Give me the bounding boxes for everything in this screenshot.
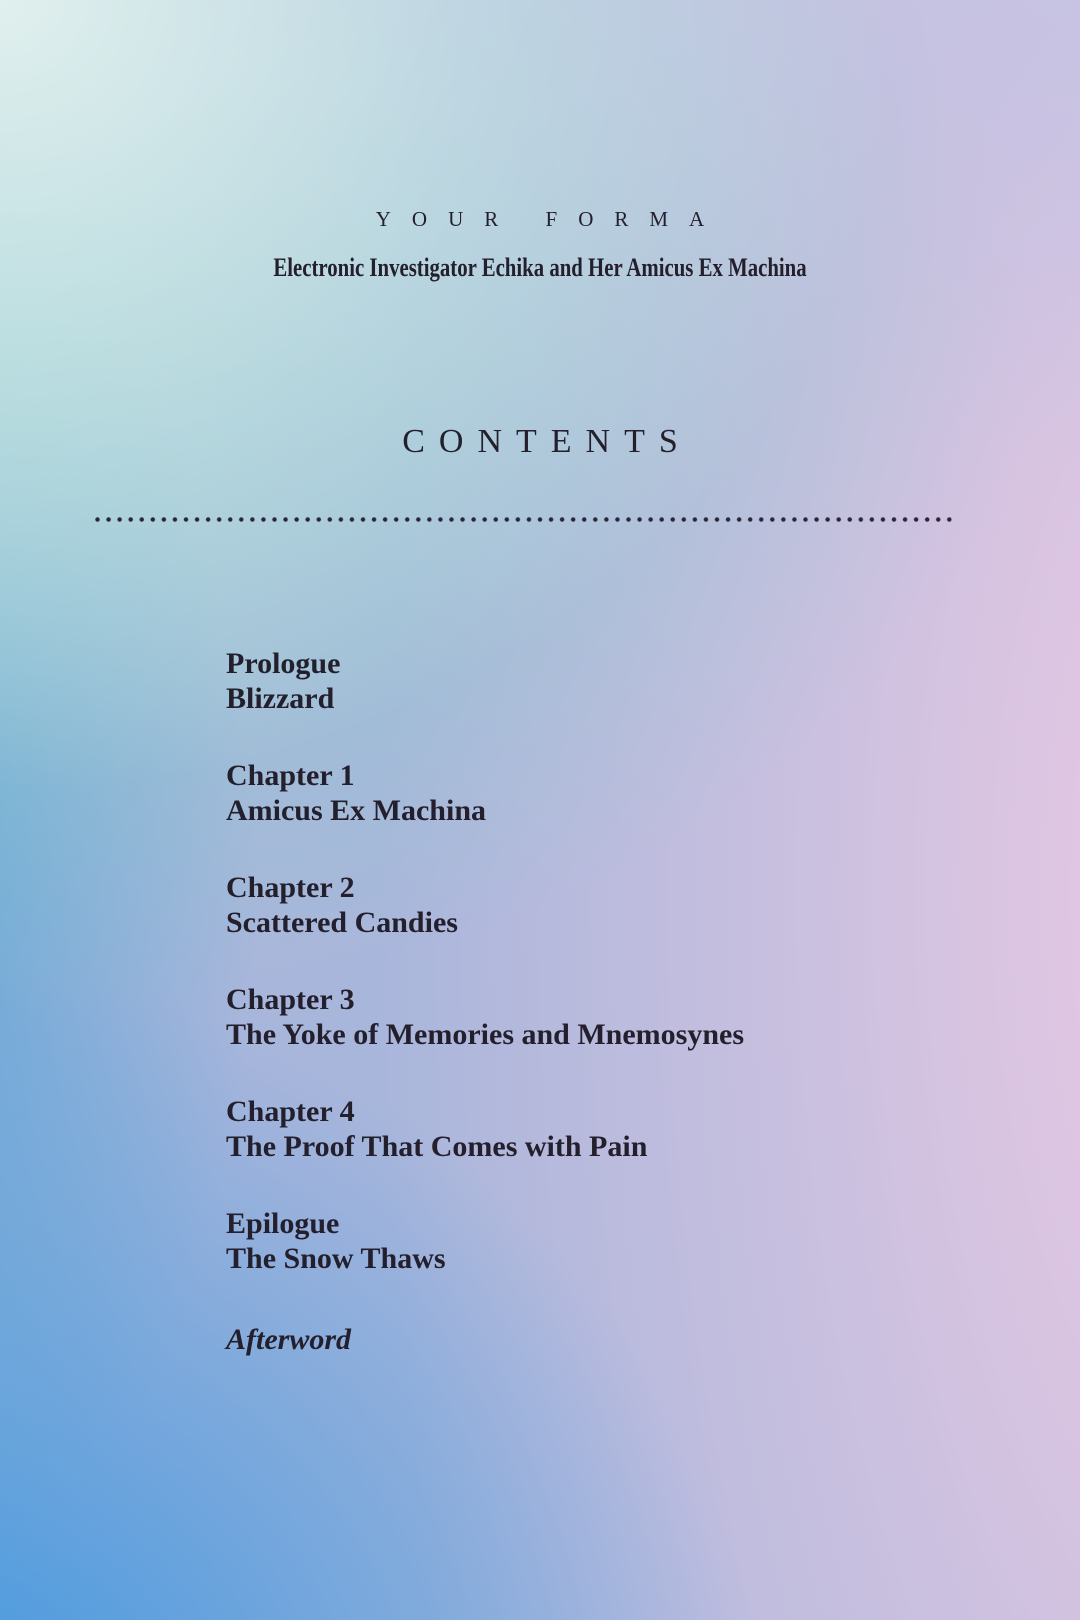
toc-entry-title: Blizzard [226,682,335,715]
toc-entry-label: Chapter 4 [226,1095,355,1128]
toc-entry-chapter-1 [226,758,744,828]
dotted-divider [94,516,955,523]
toc-entry-title: Scattered Candies [226,906,458,939]
book-subtitle: Electronic Investigator Echika and Her Amicus Ex Machina [273,253,807,282]
contents-heading: CONTENTS [402,423,692,460]
toc-entry-chapter-4 [226,1094,744,1164]
table-of-contents [226,646,744,1357]
toc-entry-afterword: Afterword [226,1323,352,1356]
toc-entry-title: The Snow Thaws [226,1242,446,1275]
toc-entry-epilogue [226,1206,744,1276]
toc-entry-prologue [226,646,744,716]
toc-entry-label: Chapter 1 [226,759,355,792]
toc-entry-title: Amicus Ex Machina [226,794,487,827]
toc-entry-label: Prologue [226,647,341,680]
toc-entry-label: Chapter 3 [226,983,355,1016]
toc-entry-label: Epilogue [226,1207,340,1240]
series-title: YOUR FORMA [375,207,726,231]
toc-entry-title: The Yoke of Memories and Mnemosynes [226,1018,745,1051]
toc-entry-title: The Proof That Comes with Pain [226,1130,648,1163]
toc-entry-chapter-2 [226,870,744,940]
toc-entry-chapter-3 [226,982,744,1052]
toc-entry-label: Chapter 2 [226,871,355,904]
